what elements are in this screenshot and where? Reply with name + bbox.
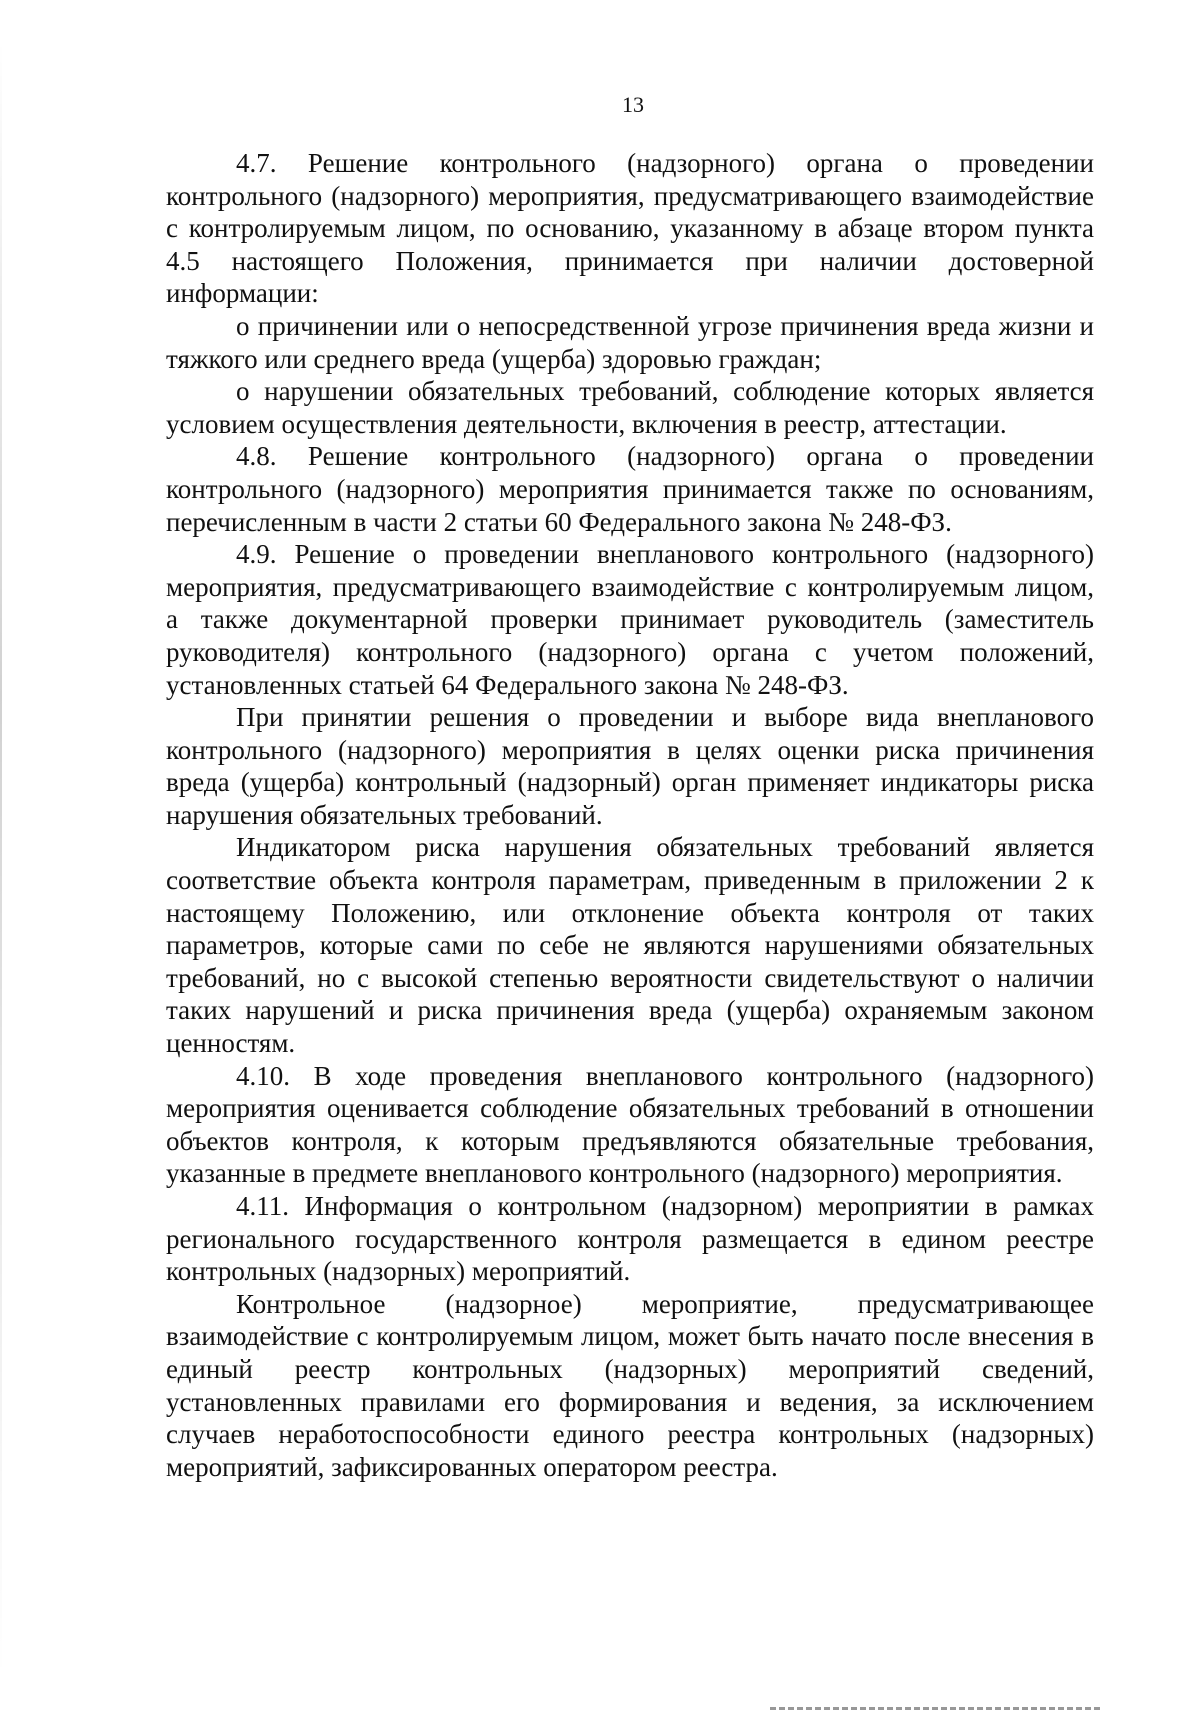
paragraph-4-9: 4.9. Решение о проведении внепланового контрольного (надзорного) мероприятия, предусматривающего взаимодействие с контролируемым лицом, а также документарной проверки принимает руководитель (заместитель руководителя) контрольного (надзорного) органа с учетом положений, установленных статьей 64 Федерального закона № 248-ФЗ. — [166, 539, 1094, 700]
scan-bottom-artifact — [770, 1707, 1100, 1710]
page-number: 13 — [622, 92, 644, 117]
scan-edge-shadow — [0, 40, 2, 1680]
paragraph-4-10: 4.10. В ходе проведения внепланового контрольного (надзорного) мероприятия оценивается соблюдение обязательных требований в отношении объектов контроля, к которым предъявляются обязательные требования, указанные в предмете внепланового контрольного (надзорного) мероприятия. — [166, 1060, 1094, 1189]
document-body — [166, 147, 1094, 1483]
paragraph-4-9-risk-indicators: При принятии решения о проведении и выборе вида внепланового контрольного (надзорного) мероприятия в целях оценки риска причинения вреда (ущерба) контрольный (надзорный) орган применяет индикаторы риска нарушения обязательных требований. — [166, 702, 1094, 830]
paragraph-4-7-item-violation: о нарушении обязательных требований, соблюдение которых является условием осуществления деятельности, включения в реестр, аттестации. — [166, 376, 1094, 439]
paragraph-4-8: 4.8. Решение контрольного (надзорного) органа о проведении контрольного (надзорного) мероприятия принимается также по основаниям, перечисленным в части 2 статьи 60 Федерального закона № 248-ФЗ. — [166, 441, 1094, 537]
paragraph-4-7-item-harm: о причинении или о непосредственной угрозе причинения вреда жизни и тяжкого или среднего вреда (ущерба) здоровью граждан; — [166, 310, 1094, 374]
paragraph-4-11-registry-condition: Контрольное (надзорное) мероприятие, предусматривающее взаимодействие с контролируемым лицом, может быть начато после внесения в единый реестр контрольных (надзорных) мероприятий сведений, установленных правилами его формирования и ведения, за исключением случаев неработоспособности единого реестра контрольных (надзорных) мероприятий, зафиксированных оператором реестра. — [166, 1288, 1094, 1482]
paragraph-4-11: 4.11. Информация о контрольном (надзорном) мероприятии в рамках регионального государственного контроля размещается в едином реестре контрольных (надзорных) мероприятий. — [166, 1191, 1094, 1287]
paragraph-4-9-indicator-definition: Индикатором риска нарушения обязательных требований является соответствие объекта контроля параметрам, приведенным в приложении 2 к настоящему Положению, или отклонение объекта контроля от таких параметров, которые сами по себе не являются нарушениями обязательных требований, но с высокой степенью вероятности свидетельствуют о наличии таких нарушений и риска причинения вреда (ущерба) охраняемым законом ценностям. — [166, 832, 1094, 1059]
paragraph-4-7: 4.7. Решение контрольного (надзорного) органа о проведении контрольного (надзорного) мероприятия, предусматривающего взаимодействие с контролируемым лицом, по основанию, указанному в абзаце втором пункта 4.5 настоящего Положения, принимается при наличии достоверной информации: — [166, 148, 1094, 309]
